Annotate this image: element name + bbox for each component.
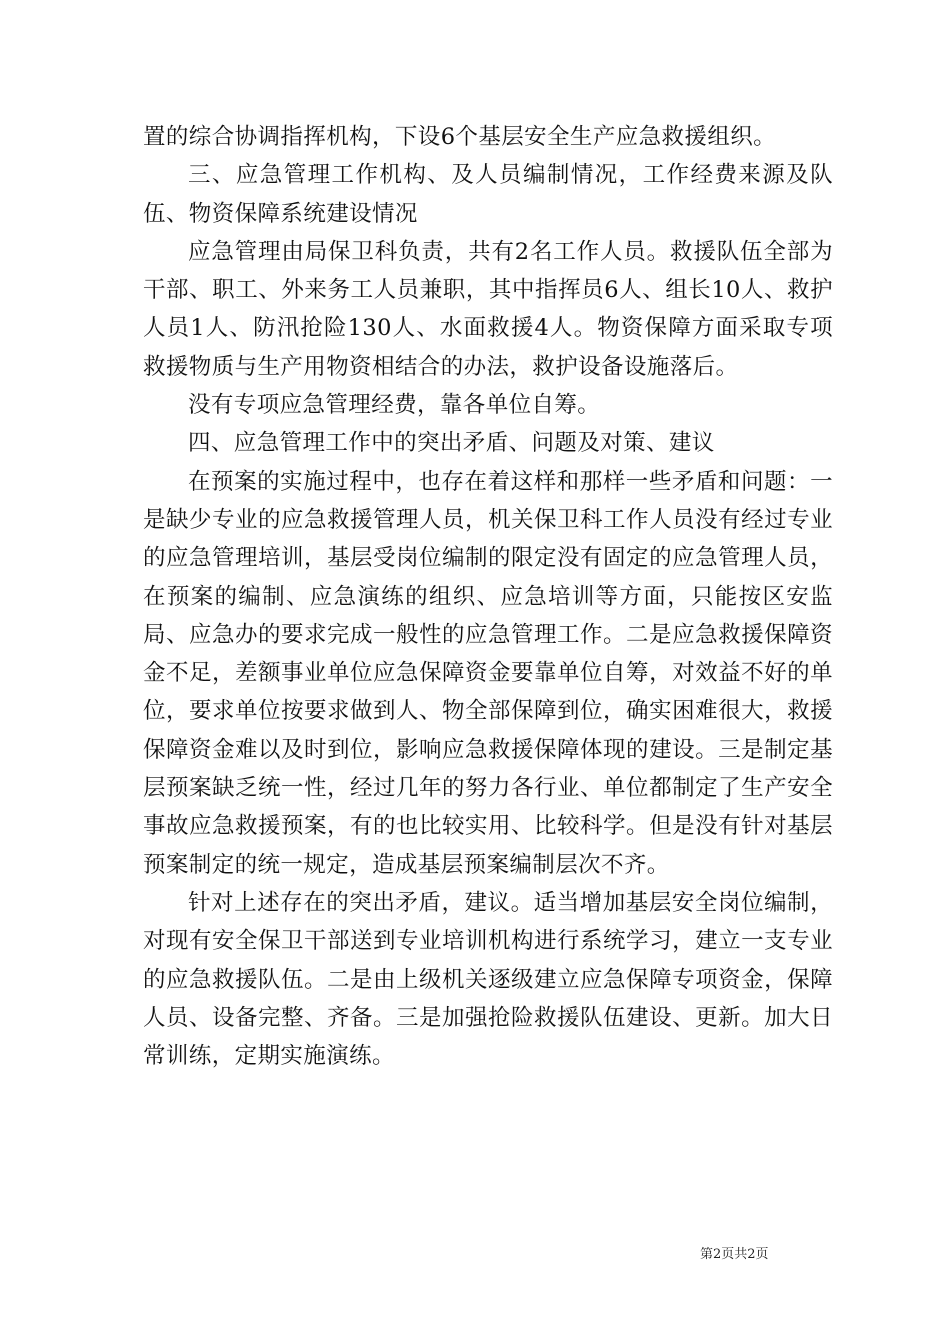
section-heading-3: 三、应急管理工作机构、及人员编制情况，工作经费来源及队伍、物资保障系统建设情况 <box>143 162 833 227</box>
paragraph-problems: 在预案的实施过程中，也存在着这样和那样一些矛盾和问题：一是缺少专业的应急救援管理人员，机关保卫科工作人员没有经过专业的应急管理培训，基层受岗位编制的限定没有固定的应急管理人员，在预案的编制、应急演练的组织、应急培训等方面，只能按区安监局、应急办的要求完成一般性的应急管理工作。二是应急救援保障资金不足，差额事业单位应急保障资金要靠单位自筹，对效益不好的单位，要求单位按要求做到人、物全部保障到位，确实困难很大，救援保障资金难以及时到位，影响应急救援保障体现的建设。三是制定基层预案缺乏统一性，经过几年的努力各行业、单位都制定了生产安全事故应急救援预案，有的也比较实用、比较科学。但是没有针对基层预案制定的统一规定，造成基层预案编制层次不齐。 <box>143 468 833 878</box>
paragraph-suggestions: 针对上述存在的突出矛盾，建议。适当增加基层安全岗位编制，对现有安全保卫干部送到专业培训机构进行系统学习，建立一支专业的应急救援队伍。二是由上级机关逐级建立应急保障专项资金，保障人员、设备完整、齐备。三是加强抢险救援队伍建设、更新。加大日常训练，定期实施演练。 <box>143 889 833 1070</box>
paragraph-continuation: 置的综合协调指挥机构，下设6个基层安全生产应急救援组织。 <box>143 124 777 150</box>
paragraph-funding: 没有专项应急管理经费，靠各单位自筹。 <box>188 392 601 419</box>
document-body <box>143 118 833 1075</box>
page-number-footer: 第2页共2页 <box>700 1247 769 1262</box>
paragraph-staffing: 应急管理由局保卫科负责，共有2名工作人员。救援队伍全部为干部、职工、外来务工人员兼职，其中指挥员6人、组长10人、救护人员1人、防汛抢险130人、水面救援4人。物资保障方面采取专项救援物质与生产用物资相结合的办法，救护设备设施落后。 <box>143 238 833 380</box>
section-heading-4: 四、应急管理工作中的突出矛盾、问题及对策、建议 <box>188 430 715 457</box>
